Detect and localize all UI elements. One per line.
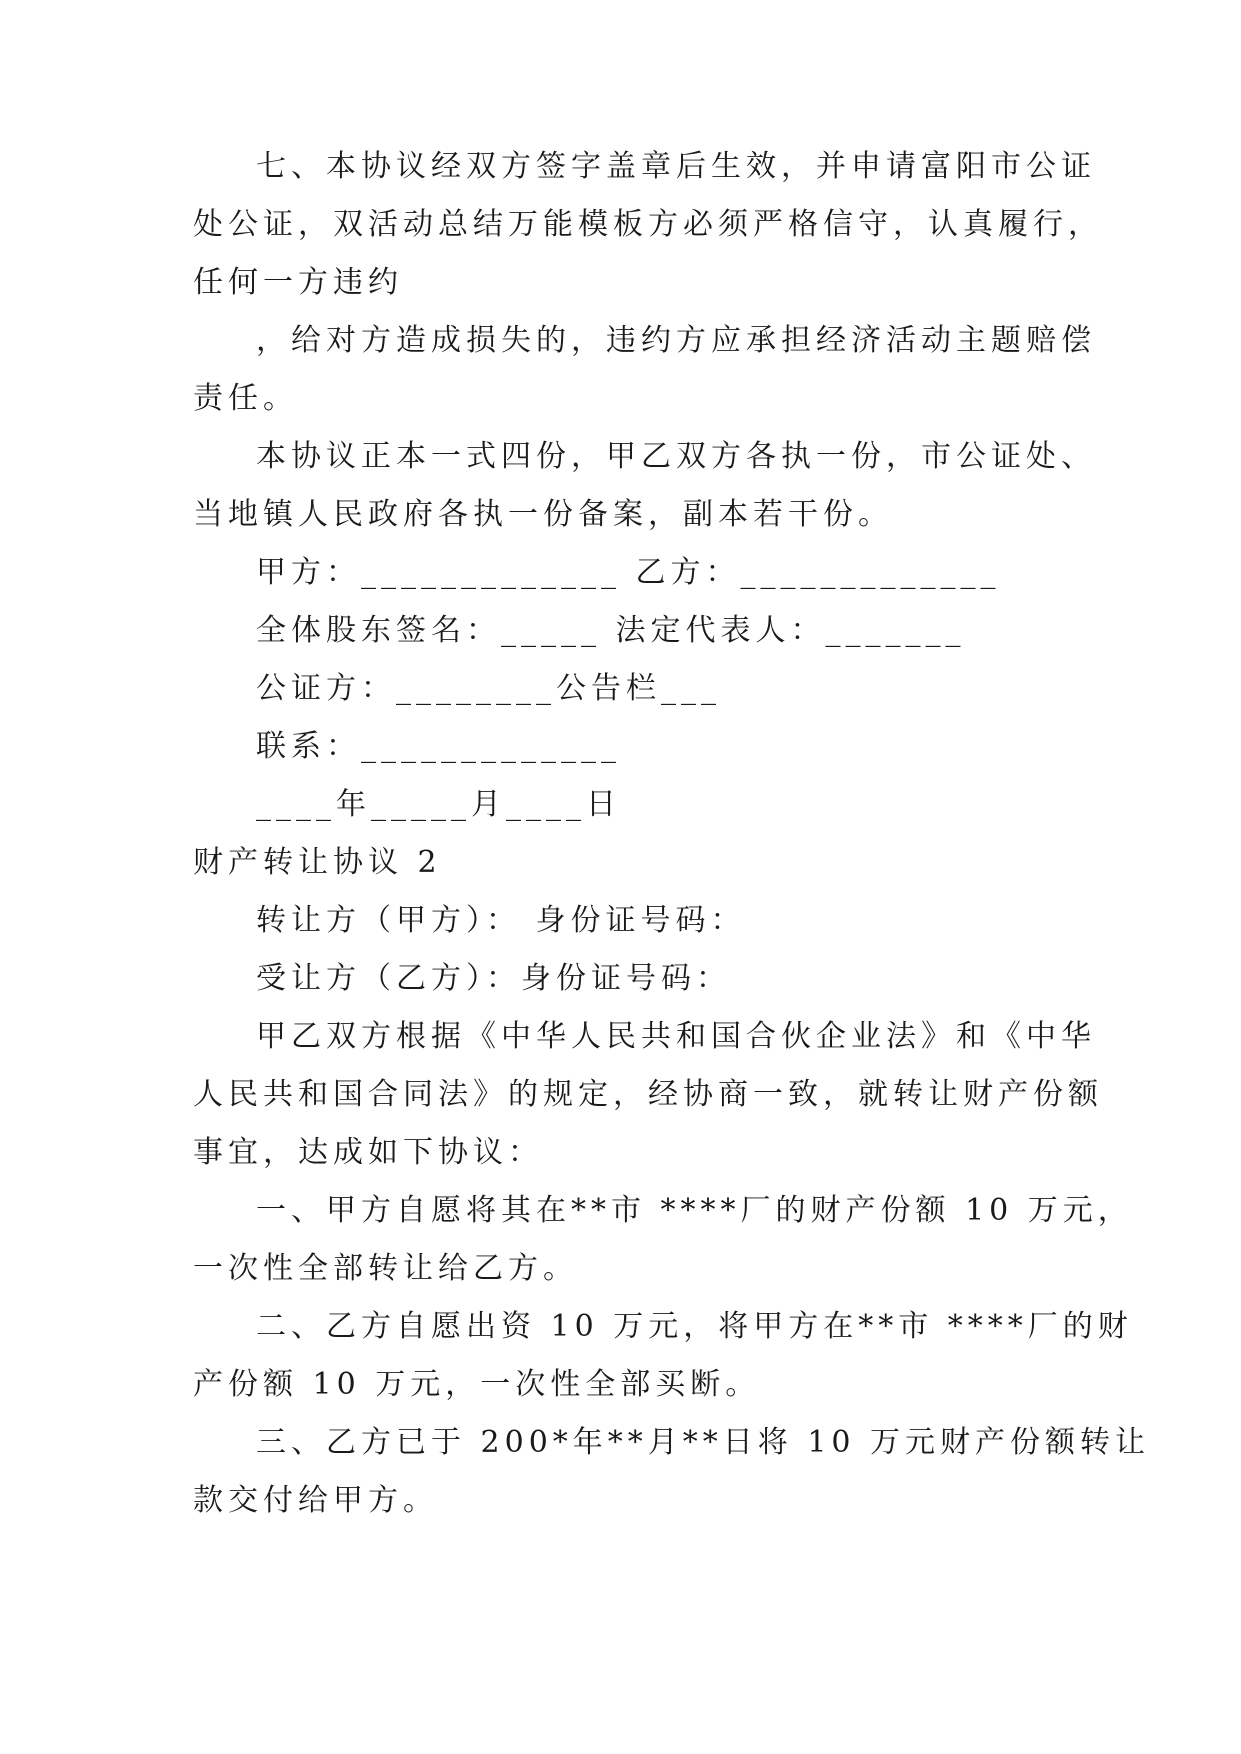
paragraph-line: 事宜，达成如下协议： — [193, 1135, 543, 1170]
transferor-line: 转让方（甲方）： 身份证号码： — [256, 903, 746, 938]
paragraph-line: 当地镇人民政府各执一份备案，副本若干份。 — [193, 497, 893, 532]
paragraph-line: 甲乙双方根据《中华人民共和国合伙企业法》和《中华 — [256, 1019, 1096, 1054]
signature-line-parties: 甲方：_____________ 乙方：_____________ — [256, 555, 1001, 590]
section-title: 财产转让协议 2 — [193, 845, 442, 880]
signature-line-contact: 联系：_____________ — [256, 729, 621, 764]
clause-line: 二、乙方自愿出资 10 万元，将甲方在**市 ****厂的财 — [256, 1309, 1133, 1344]
clause-line: 款交付给甲方。 — [193, 1483, 438, 1518]
paragraph-line: 任何一方违约 — [193, 265, 403, 300]
paragraph-line: 处公证，双活动总结万能模板方必须严格信守，认真履行， — [193, 207, 1103, 242]
paragraph-line: 人民共和国合同法》的规定，经协商一致，就转让财产份额 — [193, 1077, 1103, 1112]
paragraph-line: 本协议正本一式四份，甲乙双方各执一份，市公证处、 — [256, 439, 1096, 474]
paragraph-line: ，给对方造成损失的，违约方应承担经济活动主题赔偿 — [256, 323, 1096, 358]
paragraph-line: 七、本协议经双方签字盖章后生效，并申请富阳市公证 — [256, 149, 1096, 184]
transferee-line: 受让方（乙方）：身份证号码： — [256, 961, 731, 996]
date-line: ____年_____月____日 — [256, 787, 621, 822]
clause-line: 一次性全部转让给乙方。 — [193, 1251, 578, 1286]
clause-line: 一、甲方自愿将其在**市 ****厂的财产份额 10 万元， — [256, 1193, 1133, 1228]
signature-line-notary: 公证方：________公告栏___ — [256, 671, 721, 706]
signature-line-shareholders: 全体股东签名：_____ 法定代表人：_______ — [256, 613, 966, 648]
clause-line: 三、乙方已于 200*年**月**日将 10 万元财产份额转让 — [256, 1425, 1151, 1460]
paragraph-line: 责任。 — [193, 381, 298, 416]
clause-line: 产份额 10 万元，一次性全部买断。 — [193, 1367, 761, 1402]
